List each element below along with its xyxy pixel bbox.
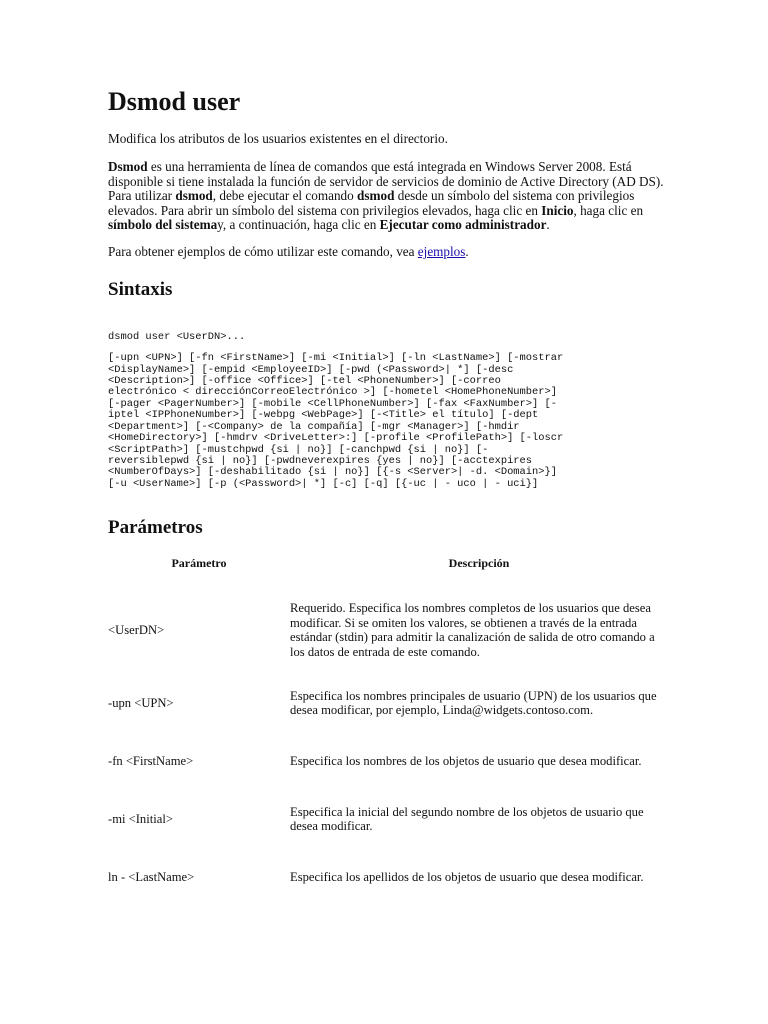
body-text-6: . bbox=[546, 217, 550, 233]
examples-text-end: . bbox=[465, 244, 469, 260]
parameters-heading: Parámetros bbox=[108, 517, 203, 539]
param-name: <UserDN> bbox=[108, 622, 165, 637]
bold-inicio: Inicio bbox=[541, 202, 574, 218]
param-description: Requerido. Especifica los nombres completos de los usuarios que desea modificar. Si se omiten los valores, se obtienen a través de la entrada estándar (stdin) para admitir la canalización de salida de otro comando a los datos de entrada de este comando. bbox=[290, 601, 655, 659]
param-name: -mi <Initial> bbox=[108, 811, 173, 826]
param-name: -fn <FirstName> bbox=[108, 753, 194, 768]
body-text-2: , debe ejecutar el comando bbox=[212, 188, 358, 204]
syntax-heading: Sintaxis bbox=[108, 278, 173, 300]
syntax-first-line: dsmod user <UserDN>... bbox=[108, 330, 246, 343]
examples-link[interactable]: ejemplos bbox=[417, 244, 466, 260]
intro-paragraph: Modifica los atributos de los usuarios existentes en el directorio. bbox=[108, 131, 448, 146]
bold-dsmod-3: dsmod bbox=[357, 188, 395, 204]
page-title: Dsmod user bbox=[108, 87, 241, 116]
syntax-block: [-upn <UPN>] [-fn <FirstName>] [-mi <Initial>] [-ln <LastName>] [-mostrar <DisplayName>] [-empid <EmployeeID>] [-pwd (<Password>| *] [-desc <Description>] [-office <Office>] [-tel <PhoneNumber>] [-correo electrónico < direcciónCorreoElectrónico >] [-hometel <HomePhoneNumber>] [-pager <PagerNumber>] [-mobile <CellPhoneNumber>] [-fax <FaxNumber>] [- iptel <IPPhoneNumber>] [-webpg <WebPage>] [-<Title> el título] [-dept <Department>] [-<Company> de la compañía] [-mgr <Manager>] [-hmdir <HomeDirectory>] [-hmdrv <DriveLetter>:] [-profile <ProfilePath>] [-loscr <ScriptPath>] [-mustchpwd {si | no}] [-canchpwd {si | no}] [- reversiblepwd {si | no}] [-pwdneverexpires {yes | no}] [-acctexpires <NumberOfDays>] [-deshabilitado {si | no}] [{-s <Server>| -d. <Domain>}] [-u <UserName>] [-p (<Password>| *] [-c] [-q] [{-uc | - uco | - uci}] bbox=[108, 352, 564, 490]
param-description: Especifica los apellidos de los objetos de usuario que desea modificar. bbox=[290, 869, 644, 884]
param-description: Especifica los nombres de los objetos de usuario que desea modificar. bbox=[290, 753, 642, 768]
param-name: -upn <UPN> bbox=[108, 695, 174, 710]
table-header-row bbox=[108, 556, 668, 586]
column-header-parameter: Parámetro bbox=[171, 556, 227, 571]
table-row bbox=[108, 674, 668, 732]
bold-simbolo-sistema: símbolo del sistema bbox=[108, 217, 218, 233]
examples-text: Para obtener ejemplos de cómo utilizar este comando, vea bbox=[108, 244, 418, 260]
bold-dsmod-2: dsmod bbox=[175, 188, 213, 204]
param-name: ln - <LastName> bbox=[108, 869, 195, 884]
body-text-1: es una herramienta de línea de comandos que está integrada en Windows Server 2008. Está disponible si tiene instalada la función de servidor de servicios de dominio de Active Directory (AD DS). Para utilizar bbox=[108, 159, 664, 204]
body-text-4: , haga clic en bbox=[573, 202, 644, 218]
table-row bbox=[108, 732, 668, 790]
bold-ejecutar-admin: Ejecutar como administrador bbox=[379, 217, 547, 233]
param-description: Especifica los nombres principales de usuario (UPN) de los usuarios que desea modificar, por ejemplo, Linda@widgets.contoso.com. bbox=[290, 688, 657, 718]
parameters-table bbox=[108, 556, 668, 906]
param-description: Especifica la inicial del segundo nombre de los objetos de usuario que desea modificar. bbox=[290, 804, 644, 834]
description-paragraph bbox=[108, 160, 668, 232]
table-row bbox=[108, 790, 668, 848]
bold-dsmod: Dsmod bbox=[108, 159, 148, 175]
body-text-5: y, a continuación, haga clic en bbox=[217, 217, 380, 233]
column-header-description: Descripción bbox=[448, 556, 510, 571]
body-text-3: desde un símbolo del sistema con privilegios elevados. Para abrir un símbolo del sistema con privilegios elevados, haga clic en bbox=[108, 188, 635, 218]
table-row bbox=[108, 848, 668, 906]
table-row bbox=[108, 586, 668, 674]
examples-paragraph bbox=[108, 245, 668, 259]
document-page bbox=[108, 86, 668, 906]
